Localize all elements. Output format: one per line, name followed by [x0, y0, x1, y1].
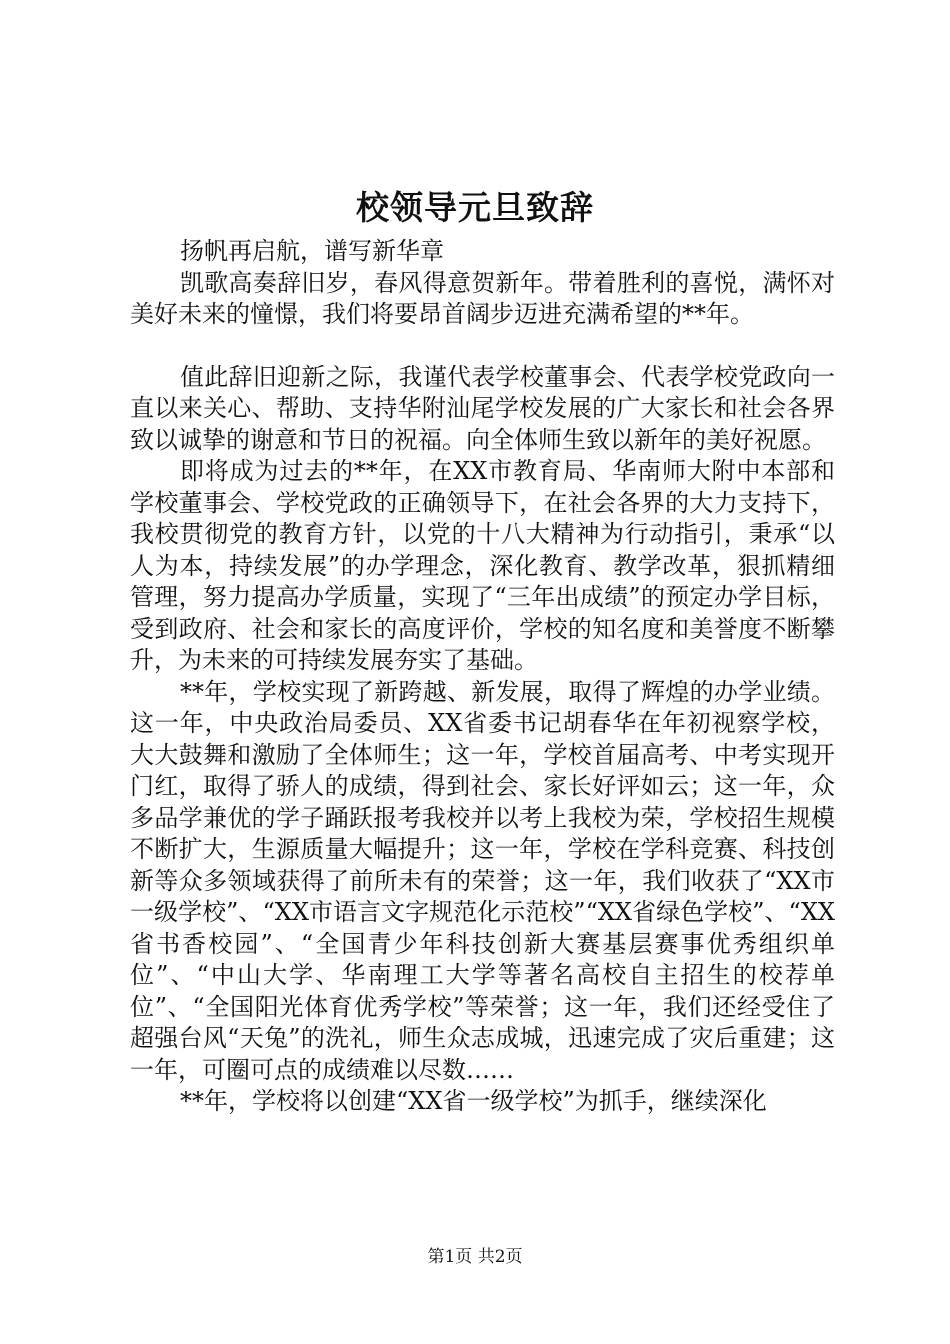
body-paragraph: **年，学校将以创建“XX省一级学校”为抓手，继续深化	[180, 1087, 767, 1115]
subtitle-paragraph: 扬帆再启航，谱写新华章	[180, 237, 444, 265]
body-paragraph: 即将成为过去的**年，在XX市教育局、华南师大附中本部和学校董事会、学校党政的正确领导下，在社会各界的大力支持下，我校贯彻党的教育方针，以党的十八大精神为行动指引，秉承“以人为本，持续发展”的办学理念，深化教育、教学改革，狠抓精细管理，努力提高办学质量，实现了“三年出成绩”的预定办学目标，受到政府、社会和家长的高度评价，学校的知名度和美誉度不断攀升，为未来的可持续发展夯实了基础。	[130, 457, 835, 674]
body-paragraph: 凯歌高奏辞旧岁，春风得意贺新年。带着胜利的喜悦，满怀对美好未来的憧憬，我们将要昂首阔步迈进充满希望的**年。	[130, 268, 835, 328]
body-paragraph: 值此辞旧迎新之际，我谨代表学校董事会、代表学校党政向一直以来关心、帮助、支持华附汕尾学校发展的广大家长和社会各界致以诚挚的谢意和节日的祝福。向全体师生致以新年的美好祝愿。	[130, 362, 835, 454]
page-title: 校领导元旦致辞	[356, 188, 594, 227]
page-number-footer: 第1页 共2页	[427, 1247, 523, 1267]
body-paragraph: **年，学校实现了新跨越、新发展，取得了辉煌的办学业绩。这一年，中央政治局委员、XX省委书记胡春华在年初视察学校，大大鼓舞和激励了全体师生；这一年，学校首届高考、中考实现开门红，取得了骄人的成绩，得到社会、家长好评如云；这一年，众多品学兼优的学子踊跃报考我校并以考上我校为荣，学校招生规模不断扩大，生源质量大幅提升；这一年，学校在学科竞赛、科技创新等众多领域获得了前所未有的荣誉；这一年，我们收获了“XX市一级学校”、“XX市语言文字规范化示范校”“XX省绿色学校”、“XX省书香校园”、“全国青少年科技创新大赛基层赛事优秀组织单位”、“中山大学、华南理工大学等著名高校自主招生的校荐单位”、“全国阳光体育优秀学校”等荣誉；这一年，我们还经受住了超强台风“天兔”的洗礼，师生众志成城，迅速完成了灾后重建；这一年，可圈可点的成绩难以尽数……	[130, 677, 835, 1084]
document-body	[130, 236, 835, 1118]
